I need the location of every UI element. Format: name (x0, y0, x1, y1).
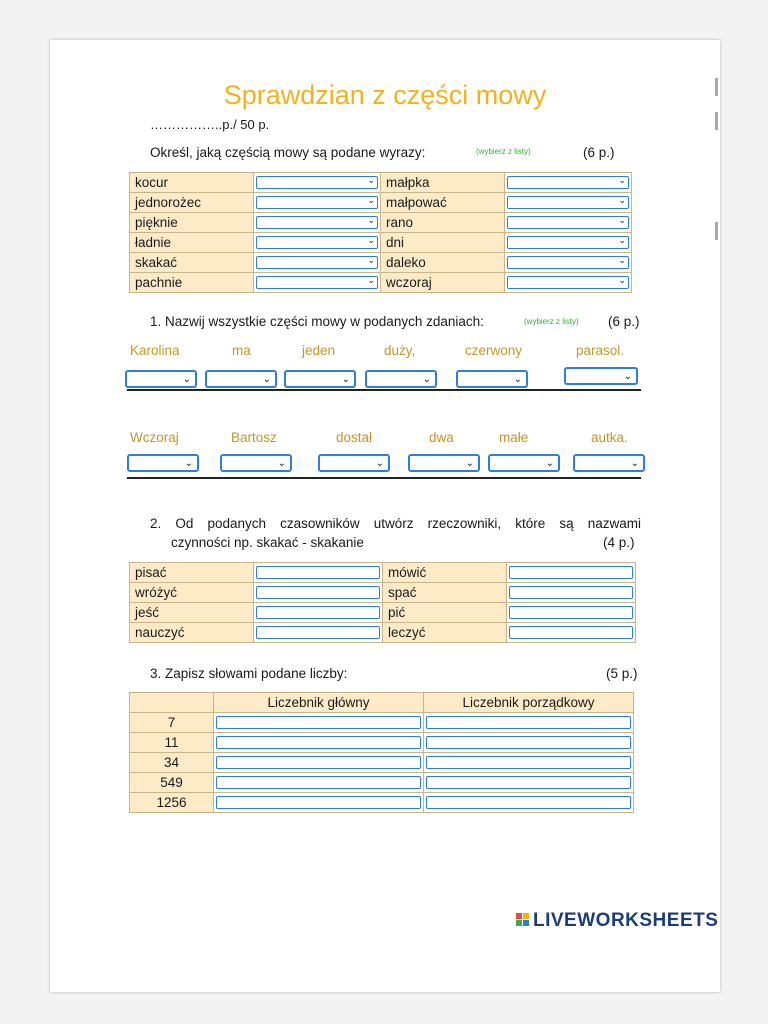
part-of-speech-dropdown[interactable] (318, 454, 390, 472)
section3-instruction: 3. Zapisz słowami podane liczby: (150, 666, 348, 681)
col-header-cardinal: Liczebnik główny (214, 693, 424, 713)
chevron-down-icon: ⌄ (630, 458, 639, 469)
word-label: wczoraj (381, 273, 505, 293)
table-row (130, 793, 634, 813)
answer-cell (507, 603, 636, 623)
sentence-word: autka. (591, 430, 628, 445)
chevron-down-icon: ⌄ (367, 255, 375, 265)
chevron-down-icon: ⌄ (618, 255, 626, 265)
table-row (130, 583, 636, 603)
col-header-ordinal: Liczebnik porządkowy (424, 693, 634, 713)
verb-label: spać (383, 583, 507, 603)
answer-dropdown[interactable] (256, 276, 378, 289)
chevron-down-icon: ⌄ (341, 374, 350, 385)
chevron-down-icon: ⌄ (618, 275, 626, 285)
answer-dropdown[interactable] (256, 176, 378, 189)
word-label: małpka (381, 173, 505, 193)
answer-cell (254, 193, 381, 213)
answer-cell (424, 773, 634, 793)
answer-cell (254, 603, 383, 623)
answer-cell (254, 233, 381, 253)
ordinal-input[interactable] (426, 796, 631, 809)
answer-dropdown[interactable] (507, 196, 629, 209)
answer-dropdown[interactable] (507, 276, 629, 289)
sentence-word: parasol. (576, 343, 625, 358)
answer-cell (507, 583, 636, 603)
verb-label: pić (383, 603, 507, 623)
table-row (130, 623, 636, 643)
sentence-word: ma (232, 343, 251, 358)
chevron-down-icon: ⌄ (618, 235, 626, 245)
word-label: dni (381, 233, 505, 253)
noun-input[interactable] (509, 566, 633, 579)
section1-points: (6 p.) (608, 314, 640, 329)
table-row (130, 213, 632, 233)
verb-label: nauczyć (130, 623, 254, 643)
verb-label: wróżyć (130, 583, 254, 603)
sentence-word: dwa (429, 430, 454, 445)
chevron-down-icon: ⌄ (618, 175, 626, 185)
answer-cell (254, 623, 383, 643)
answer-cell (254, 273, 381, 293)
answer-cell (505, 253, 632, 273)
sentence-word: czerwony (465, 343, 523, 358)
part-of-speech-dropdown[interactable] (205, 370, 277, 388)
table-row (130, 713, 634, 733)
section0-points: (6 p.) (583, 145, 615, 160)
verb-label: pisać (130, 563, 254, 583)
answer-cell (254, 583, 383, 603)
brand-logo (516, 910, 718, 932)
sentence-word: dostał (336, 430, 373, 445)
part-of-speech-dropdown[interactable] (408, 454, 480, 472)
chevron-down-icon: ⌄ (375, 458, 384, 469)
answer-cell (424, 753, 634, 773)
table-row (130, 173, 632, 193)
answer-dropdown[interactable] (507, 256, 629, 269)
word-label: jednorożec (130, 193, 254, 213)
word-label: małpować (381, 193, 505, 213)
chevron-down-icon: ⌄ (623, 371, 632, 382)
number-label: 11 (130, 733, 214, 753)
chevron-down-icon: ⌄ (513, 374, 522, 385)
table-row (130, 253, 632, 273)
chevron-down-icon: ⌄ (277, 458, 286, 469)
word-label: pachnie (130, 273, 254, 293)
word-label: ładnie (130, 233, 254, 253)
answer-cell (505, 273, 632, 293)
section1-hint: (wybierz z listy) (524, 317, 579, 326)
answer-cell (254, 213, 381, 233)
number-label: 34 (130, 753, 214, 773)
verb-label: jeść (130, 603, 254, 623)
section0-instruction: Określ, jaką częścią mowy są podane wyrazy: (150, 145, 426, 160)
answer-cell (424, 713, 634, 733)
chevron-down-icon: ⌄ (262, 374, 271, 385)
table-row (130, 753, 634, 773)
chevron-down-icon: ⌄ (618, 215, 626, 225)
answer-cell (214, 773, 424, 793)
section0-hint: (wybierz z listy) (476, 147, 531, 156)
ordinal-input[interactable] (426, 776, 631, 789)
parts-of-speech-table (129, 172, 632, 293)
answer-dropdown[interactable] (507, 216, 629, 229)
table-row (130, 233, 632, 253)
table-row (130, 563, 636, 583)
answer-cell (505, 193, 632, 213)
word-label: pięknie (130, 213, 254, 233)
numbers-table (129, 692, 634, 813)
chevron-down-icon: ⌄ (184, 458, 193, 469)
sentence2-underline (127, 477, 641, 479)
number-label: 1256 (130, 793, 214, 813)
word-label: skakać (130, 253, 254, 273)
noun-input[interactable] (256, 586, 380, 599)
edge-mark (715, 222, 718, 240)
answer-cell (214, 753, 424, 773)
section2-instruction-line1: 2. Od podanych czasowników utwórz rzeczowniki, które są nazwami (150, 516, 641, 531)
table-row (130, 603, 636, 623)
cardinal-input[interactable] (216, 736, 421, 749)
answer-cell (254, 253, 381, 273)
answer-cell (507, 623, 636, 643)
word-label: kocur (130, 173, 254, 193)
part-of-speech-dropdown[interactable] (365, 370, 437, 388)
table-row (130, 733, 634, 753)
table-row (130, 773, 634, 793)
cardinal-input[interactable] (216, 756, 421, 769)
part-of-speech-dropdown[interactable] (564, 367, 638, 385)
answer-cell (505, 173, 632, 193)
corner-cell (130, 693, 214, 713)
sentence-word: duży, (384, 343, 416, 358)
chevron-down-icon: ⌄ (182, 374, 191, 385)
table-row (130, 193, 632, 213)
liveworksheets-logo-icon (516, 913, 530, 927)
section2-instruction-line2: czynności np. skakać - skakanie (171, 535, 364, 550)
answer-dropdown[interactable] (256, 236, 378, 249)
word-label: daleko (381, 253, 505, 273)
number-label: 549 (130, 773, 214, 793)
sentence-word: małe (499, 430, 529, 445)
part-of-speech-dropdown[interactable] (125, 370, 197, 388)
answer-cell (214, 793, 424, 813)
section3-points: (5 p.) (606, 666, 638, 681)
chevron-down-icon: ⌄ (367, 175, 375, 185)
noun-input[interactable] (256, 606, 380, 619)
answer-cell (214, 733, 424, 753)
answer-dropdown[interactable] (507, 176, 629, 189)
noun-input[interactable] (509, 586, 633, 599)
page-title: Sprawdzian z części mowy (223, 80, 547, 110)
cardinal-input[interactable] (216, 716, 421, 729)
verb-label: mówić (383, 563, 507, 583)
verb-noun-table (129, 562, 636, 643)
answer-dropdown[interactable] (256, 196, 378, 209)
answer-dropdown[interactable] (256, 256, 378, 269)
brand-name: LIVEWORKSHEETS (533, 910, 719, 931)
ordinal-input[interactable] (426, 756, 631, 769)
chevron-down-icon: ⌄ (545, 458, 554, 469)
chevron-down-icon: ⌄ (367, 195, 375, 205)
edge-mark (715, 112, 718, 130)
sentence-word: Wczoraj (130, 430, 179, 445)
answer-cell (424, 793, 634, 813)
sentence-word: Karolina (130, 343, 180, 358)
chevron-down-icon: ⌄ (465, 458, 474, 469)
noun-input[interactable] (509, 606, 633, 619)
chevron-down-icon: ⌄ (618, 195, 626, 205)
cardinal-input[interactable] (216, 796, 421, 809)
answer-cell (507, 563, 636, 583)
verb-label: leczyć (383, 623, 507, 643)
chevron-down-icon: ⌄ (422, 374, 431, 385)
section1-instruction: 1. Nazwij wszystkie części mowy w podanych zdaniach: (150, 314, 484, 329)
answer-dropdown[interactable] (256, 216, 378, 229)
answer-cell (424, 733, 634, 753)
answer-cell (505, 233, 632, 253)
noun-input[interactable] (509, 626, 633, 639)
part-of-speech-dropdown[interactable] (573, 454, 645, 472)
table-row (130, 273, 632, 293)
answer-cell (254, 173, 381, 193)
noun-input[interactable] (256, 566, 380, 579)
sentence-word: Bartosz (231, 430, 277, 445)
sentence1-underline (127, 389, 641, 391)
part-of-speech-dropdown[interactable] (488, 454, 560, 472)
chevron-down-icon: ⌄ (367, 235, 375, 245)
score-line: ……………..p./ 50 p. (150, 117, 270, 132)
word-label: rano (381, 213, 505, 233)
part-of-speech-dropdown[interactable] (284, 370, 356, 388)
section2-points: (4 p.) (603, 535, 635, 550)
part-of-speech-dropdown[interactable] (127, 454, 199, 472)
answer-cell (214, 713, 424, 733)
ordinal-input[interactable] (426, 736, 631, 749)
chevron-down-icon: ⌄ (367, 215, 375, 225)
ordinal-input[interactable] (426, 716, 631, 729)
part-of-speech-dropdown[interactable] (456, 370, 528, 388)
answer-dropdown[interactable] (507, 236, 629, 249)
cardinal-input[interactable] (216, 776, 421, 789)
sentence-word: jeden (302, 343, 336, 358)
part-of-speech-dropdown[interactable] (220, 454, 292, 472)
chevron-down-icon: ⌄ (367, 275, 375, 285)
noun-input[interactable] (256, 626, 380, 639)
worksheet-page (50, 40, 720, 992)
answer-cell (254, 563, 383, 583)
number-label: 7 (130, 713, 214, 733)
answer-cell (505, 213, 632, 233)
